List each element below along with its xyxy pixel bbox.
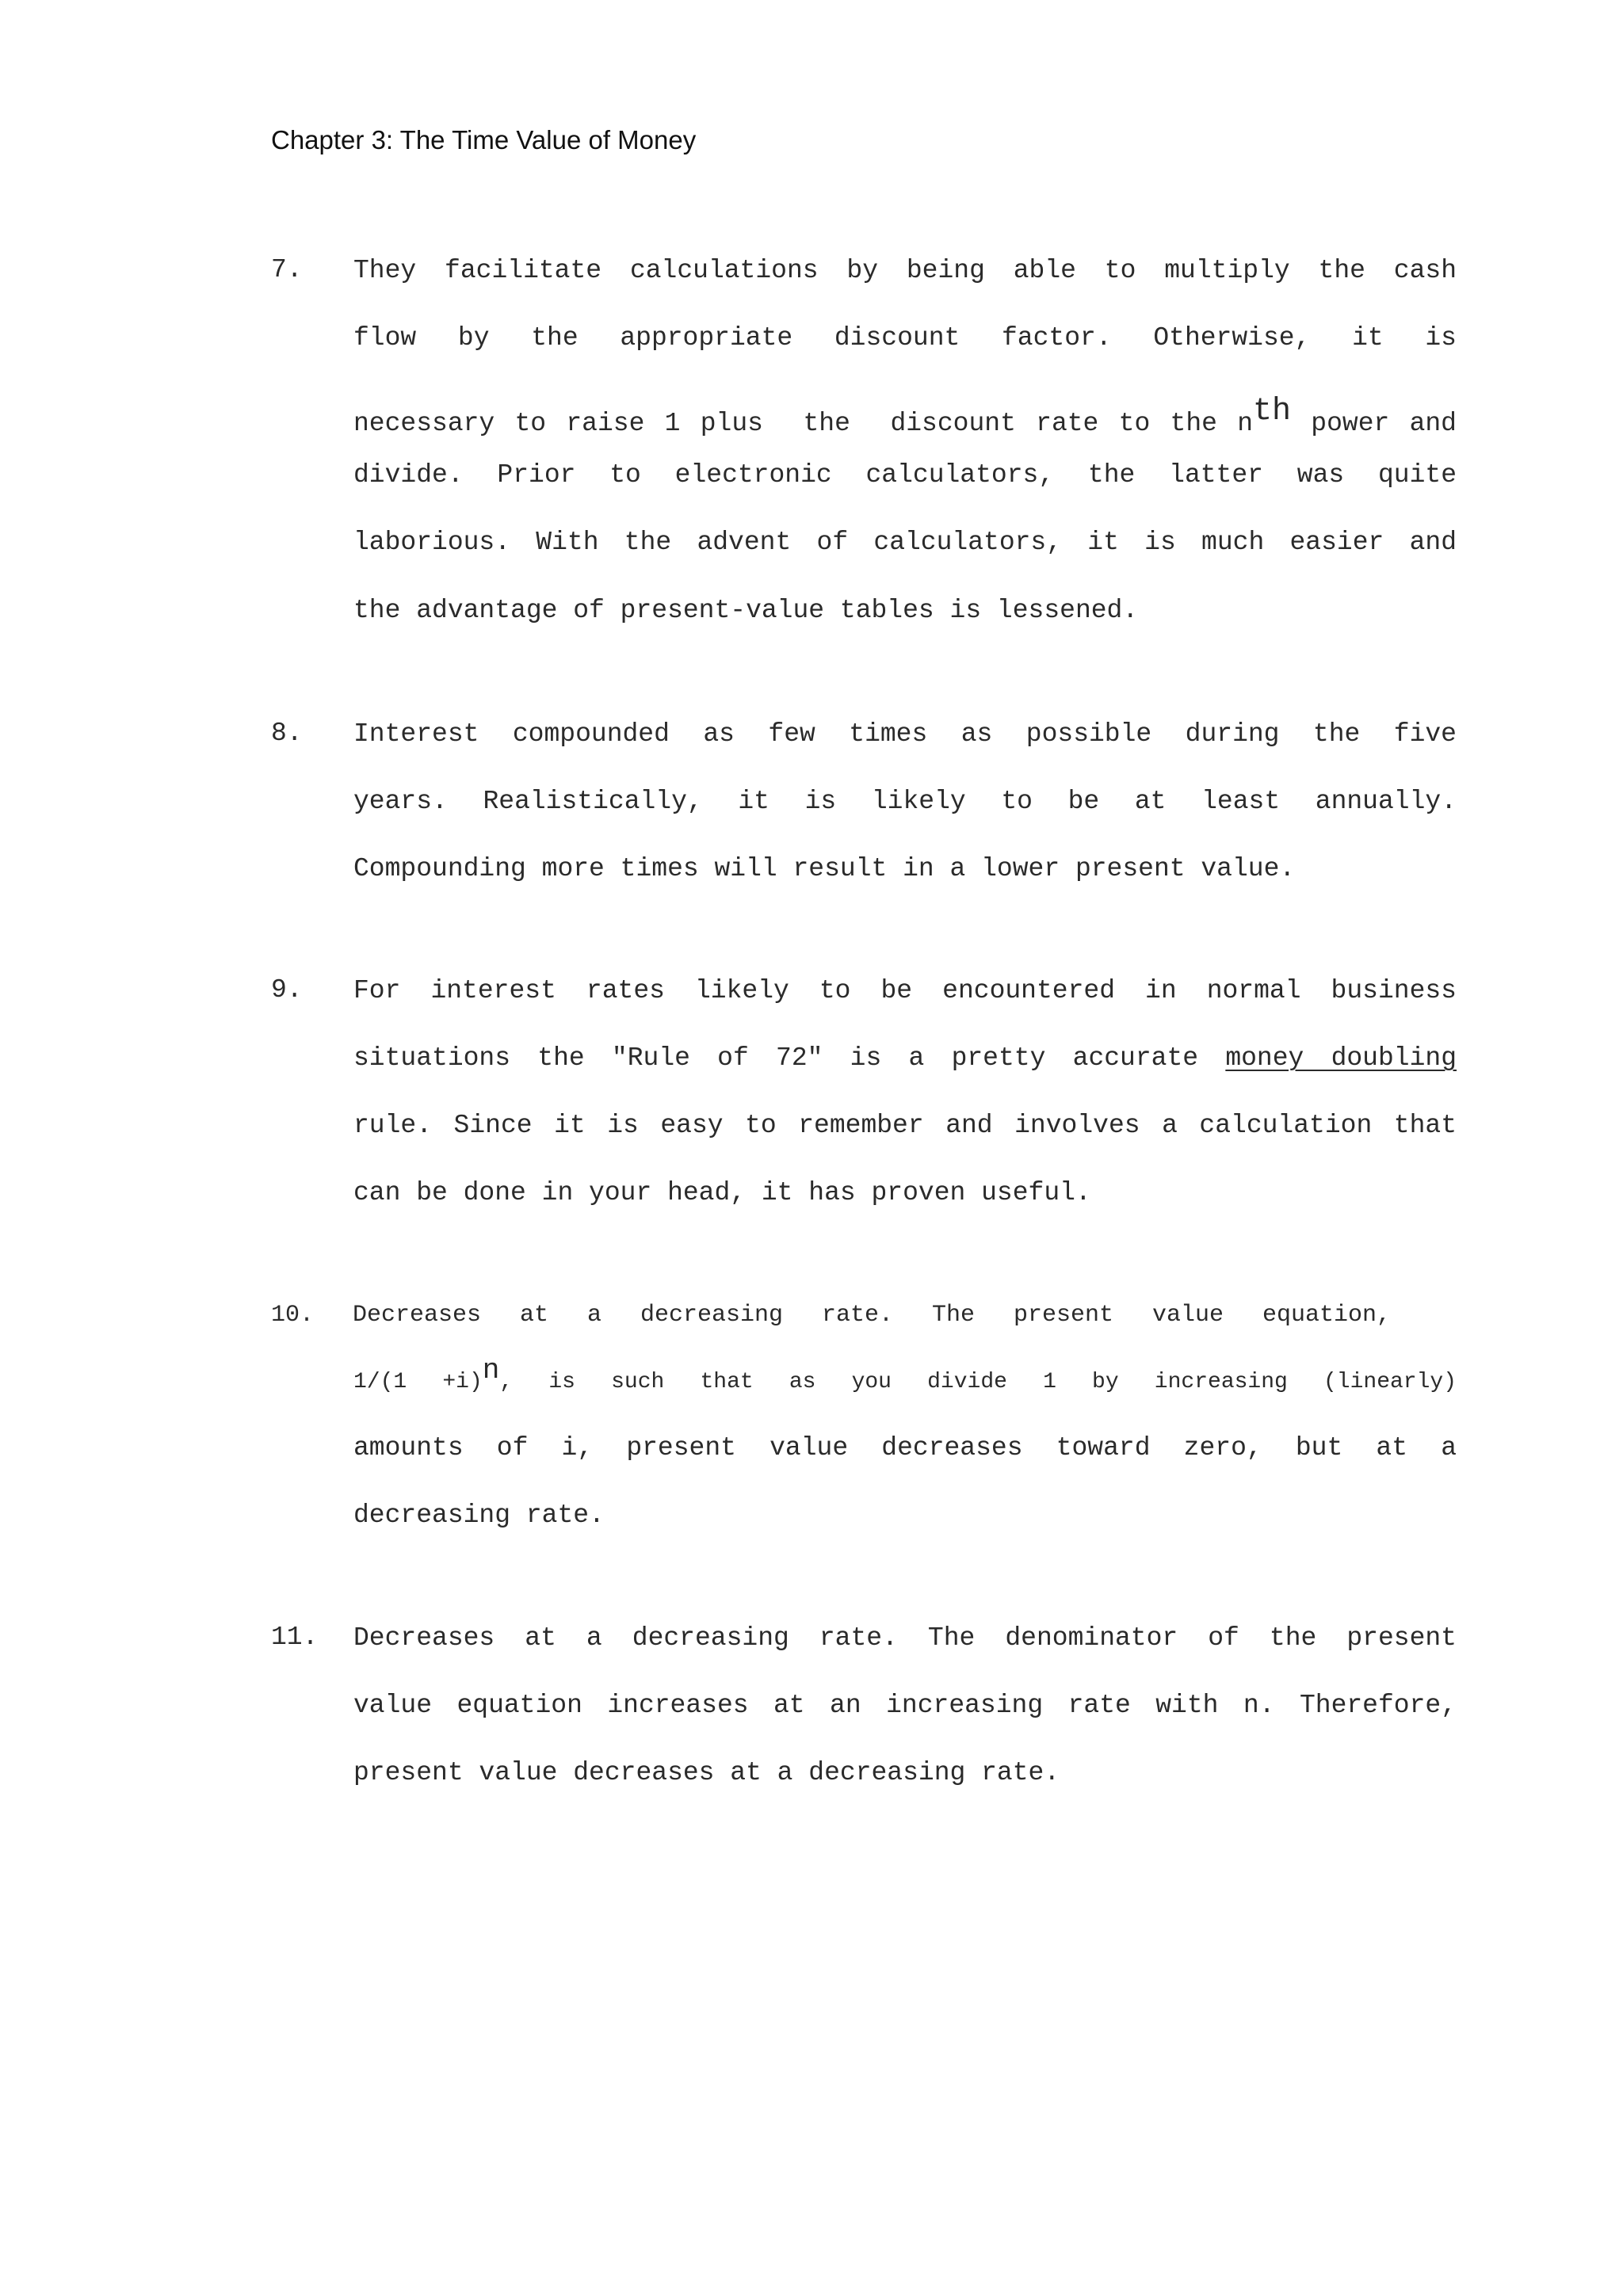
text-line: value equation increases at an increasing rate with n. Therefore, <box>353 1691 1457 1720</box>
text-segment: situations the "Rule of 72" is a pretty accurate <box>353 1043 1226 1073</box>
text-line: laborious. With the advent of calculators, it is much easier and <box>353 528 1457 557</box>
text-line-with-superscript <box>353 1354 1457 1398</box>
text-line: divide. Prior to electronic calculators, the latter was quite <box>353 460 1457 490</box>
underlined-phrase: money doubling <box>1225 1043 1457 1073</box>
text-line: present value decreases at a decreasing rate. <box>353 1758 1060 1787</box>
answer-number: 7. <box>271 255 303 284</box>
text-line-with-underline <box>353 1043 1457 1074</box>
text-line-with-superscript <box>353 394 1457 440</box>
text-line: the advantage of present-value tables is lessened. <box>353 596 1139 625</box>
text-segment: necessary to raise 1 plus the discount rate to the n <box>353 409 1253 438</box>
text-line: Compounding more times will result in a lower present value. <box>353 854 1296 883</box>
text-segment: Decreases at a decreasing rate. The present value equation, <box>353 1302 1391 1329</box>
text-line: flow by the appropriate discount factor. Otherwise, it is <box>353 323 1457 353</box>
superscript: n <box>482 1354 500 1386</box>
text-line: rule. Since it is easy to remember and involves a calculation that <box>353 1111 1457 1140</box>
answer-number: 8. <box>271 719 303 748</box>
text-segment: power and <box>1291 409 1457 438</box>
text-line: They facilitate calculations by being able to multiply the cash <box>353 256 1457 285</box>
text-line: Interest compounded as few times as possible during the five <box>353 719 1457 749</box>
text-line: Decreases at a decreasing rate. The denominator of the present <box>353 1623 1457 1653</box>
text-line: can be done in your head, it has proven useful. <box>353 1178 1091 1207</box>
answer-number: 10. <box>271 1302 315 1329</box>
text-line: decreasing rate. <box>353 1501 605 1530</box>
superscript: th <box>1253 394 1292 429</box>
page-title: Chapter 3: The Time Value of Money <box>271 125 697 154</box>
text-segment: 1/(1 +i) <box>353 1370 483 1394</box>
answer-number: 11. <box>271 1623 319 1652</box>
text-line: years. Realistically, it is likely to be at least annually. <box>353 787 1457 816</box>
text-line: For interest rates likely to be encountered in normal business <box>353 976 1457 1005</box>
answer-number: 9. <box>271 975 303 1005</box>
text-line <box>271 1299 1391 1331</box>
text-line: amounts of i, present value decreases toward zero, but at a <box>353 1433 1457 1463</box>
text-segment: , is such that as you divide 1 by increasing (linearly) <box>499 1370 1457 1394</box>
